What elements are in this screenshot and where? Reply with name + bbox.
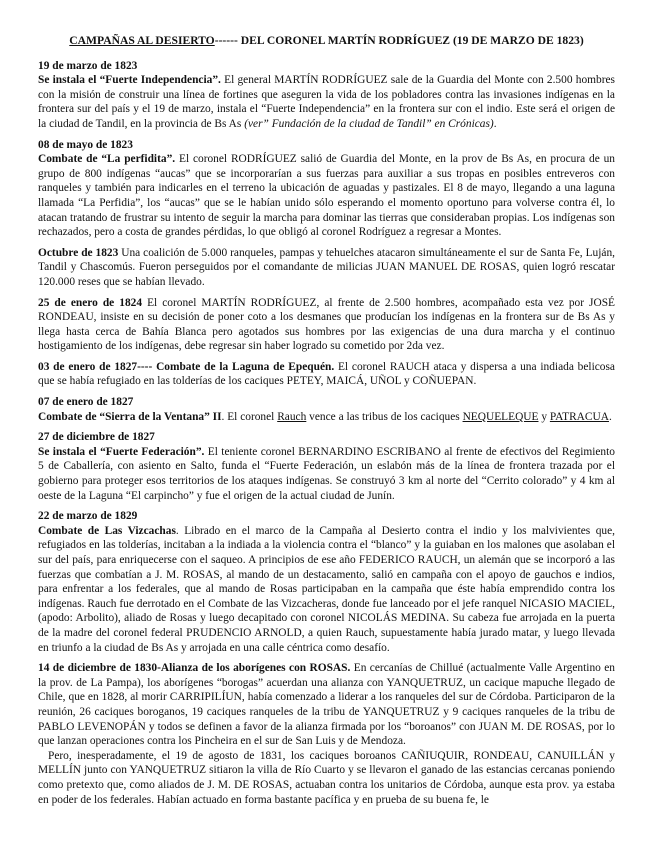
entry-heading: Combate de “La perfidita”. (38, 153, 176, 166)
title-rest: ------ DEL CORONEL MARTÍN RODRÍGUEZ (19 DE MARZO DE 1823) (214, 34, 584, 47)
entry-body-end: . (608, 410, 612, 423)
entry-text (38, 152, 615, 240)
entry-body: El general MARTÍN RODRÍGUEZ sale de la Guardia del Monte con 2.500 hombres con la misión de construir una línea de fortines que aseguren la vida de los pobladores contra las invasiones indígenas en la frontera sur del país y el 19 de marzo, instala el “Fuerte Independencia” en la frontera sur con el indio. Este será el origen de la ciudad de Tandil, en la provincia de Bs As (38, 74, 615, 130)
cacique-link-nequeleque[interactable]: NEQUELEQUE (462, 410, 539, 423)
entry-text-continued: Pero, inesperadamente, el 19 de agosto de 1831, los caciques boroanos CAÑIUQUIR, RONDEAU, CANUILLÁN y MELLÍN junto con YANQUETRUZ sitiaron la villa de Río Cuarto y se llevaron el ganado de las estancias cercanas poniendo como pretexto que, como aliados de J. M. DE ROSAS, actuaban contra los unitarios de Córdoba, aunque esta prov. ya estaba en poder de los federales. Habían actuado en forma bastante pacífica y en prueba de su buena fe, le (38, 749, 615, 806)
entry-la-perfidita (38, 138, 615, 240)
entry-text (38, 524, 615, 655)
page-title (38, 34, 615, 49)
entry-date: 07 de enero de 1827 (38, 396, 134, 409)
entry-heading: Se instala el “Fuerte Federación”. (38, 445, 205, 458)
entry-body: vence a las tribus de los caciques (306, 410, 463, 423)
document-page (38, 34, 615, 813)
entry-text (38, 445, 615, 503)
entry-fuerte-independencia (38, 59, 615, 132)
entry-enero-1824 (38, 296, 615, 354)
entry-date: 22 de marzo de 1829 (38, 510, 138, 523)
entry-body: . El coronel (221, 410, 278, 423)
entry-las-vizcachas (38, 509, 615, 655)
entry-heading: Combate de Las Vizcachas (38, 524, 176, 537)
entry-body: . Librado en el marco de la Campaña al Desierto contra el indio y los malvivientes que, refugiados en las tolderías, incitaban a la indiada a la violencia contra el “blanco” y la guiaban en los malones que asolaban el sur del país, para enriquecerse con el saqueo. A principios de ese año FEDERICO RAUCH, un alemán que se incorporó a las fuerzas que combatían a J. M. ROSAS, al mando de un destacamento, salió en campaña con el apoyo de gauchos e indios, para enfrentar a los federales, que al mando de Rosas participaban en la campaña que éste había emprendido contra los indígenas. Rauch fue derrotado en el Combate de las Vizcacheras, donde fue lanceado por el jefe ranquel NICASIO MACIEL, (apodo: Arbolito), aliado de Rosas y luego decapitado con coronel NICOLÁS MEDINA. Su cabeza fue arrojada en la puerta de la madre del coronel federal PRUDENCIO ARNOLD, a quien Rauch, supuestamente había jurado matar, y luego llevada en triunfo a la ciudad de Bs As y arrojada en una calle céntrica como desafío. (38, 524, 615, 654)
entry-date: 14 de diciembre de 1830-Alianza de los aborígenes con ROSAS. (38, 662, 351, 675)
entry-body: Una coalición de 5.000 ranqueles, pampas y tehuelches atacaron simultáneamente el sur de Santa Fe, Luján, Tandil y Chascomús. Fueron perseguidos por el comandante de milicias JUAN MANUEL DE ROSAS, quien logró rescatar 120.000 reses que se habían llevado. (38, 246, 615, 288)
entry-fuerte-federacion (38, 430, 615, 503)
title-underlined: CAMPAÑAS AL DESIERTO (69, 34, 215, 47)
entry-date: 27 de diciembre de 1827 (38, 431, 155, 444)
entry-text (38, 296, 615, 354)
entry-body: El coronel MARTÍN RODRÍGUEZ, al frente de 2.500 hombres, acompañado esta vez por JOSÉ RONDEAU, insiste en su decisión de poner coto a los desmanes que producían los indígenas en la frontera sur de Bs As y llega hasta cerca de Bahía Blanca pero agotados sus hombres por las exigencias de una dura marcha y el continuo hostigamiento de los indígenas, debe regresar sin haber logrado su cometido por 2da vez. (38, 296, 615, 353)
entry-date: 19 de marzo de 1823 (38, 59, 138, 72)
entry-octubre-1823 (38, 246, 615, 290)
entry-text (38, 410, 615, 425)
entry-laguna-epequen (38, 360, 615, 389)
entry-alianza-rosas (38, 661, 615, 807)
entry-body: En cercanías de Chillué (actualmente Valle Argentino en la prov. de La Pampa), los aborígenes “borogas” acuerdan una alianza con YANQUETRUZ, un cacique mapuche llegado de Chile, que en 1828, al morir CARRIPILÍUN, había comenzado a liderar a los ranqueles del sur de Córdoba. Participaron de la reunión, 26 caciques boroganos, 19 caciques ranqueles de la tribu de YANQUETRUZ y 9 caciques ranqueles de la tribu de PABLO LEVENOPÁN y todos se definen a favor de la alianza firmada por los “boroanos” con JUAN M. DE ROSAS, por lo que lanzan operaciones contra los Pincheira en el sur de San Luis y de Mendoza. (38, 662, 615, 748)
entry-body-end: . (493, 117, 497, 130)
entry-date: Octubre de 1823 (38, 246, 119, 259)
entry-date: 08 de mayo de 1823 (38, 138, 133, 151)
entry-body: El coronel RODRÍGUEZ salió de Guardia del Monte, en la prov de Bs As, en procura de un grupo de 800 indígenas “aucas” que se incorporarían a sus fuerzas para auxiliar a sus tropas en posibles entreveros con ranqueles y también para indicarles en el terreno la ubicación de aguadas y pastizales. El 8 de mayo, llegando a una laguna llamada “La Perfidia”, los “aucas” que se le habían unido sólo esperando el momento oportuno para volverse contra él, lo atacan tratando de frustrar su intento de seguir la marcha para dominar las tierras que consideraban propias. Los indígenas son rechazados, pero a costa de grandes pérdidas, lo que obligó al coronel Rodríguez a regresar a Montes. (38, 153, 616, 239)
entry-text (38, 73, 615, 131)
entry-body: El coronel RAUCH ataca y dispersa a una indiada belicosa que se había refugiado en las tolderías de los caciques PETEY, MAICÁ, UÑOL y COÑUEPAN. (38, 360, 615, 388)
entry-reference: (ver” Fundación de la ciudad de Tandil” en Crónicas) (244, 117, 494, 130)
entry-sierra-ventana (38, 395, 615, 424)
rauch-link[interactable]: Rauch (277, 410, 307, 423)
entry-date: 03 de enero de 1827---- Combate de la Laguna de Epequén. (38, 360, 335, 373)
cacique-link-patracua[interactable]: PATRACUA (549, 410, 609, 423)
entry-heading: Se instala el “Fuerte Independencia”. (38, 74, 221, 87)
entry-heading: Combate de “Sierra de la Ventana” II (38, 410, 222, 423)
entry-text (38, 661, 615, 749)
entry-date: 25 de enero de 1824 (38, 296, 143, 309)
entry-body: El teniente coronel BERNARDINO ESCRIBANO al frente de efectivos del Regimiento 5 de Caballería, con asiento en Salto, funda el “Fuerte Federación, un eslabón más de la línea de frontera trazada por el gobierno para proteger esos territorios de los ataques indígenas. Se construyó 3 km al norte del “Cerrito colorado” y 4 km al oeste de la Laguna “El carpincho” y fue el origen de la actual ciudad de Junín. (38, 445, 615, 502)
entry-text (38, 246, 615, 290)
entry-body: y (538, 410, 550, 423)
entry-text (38, 360, 615, 389)
